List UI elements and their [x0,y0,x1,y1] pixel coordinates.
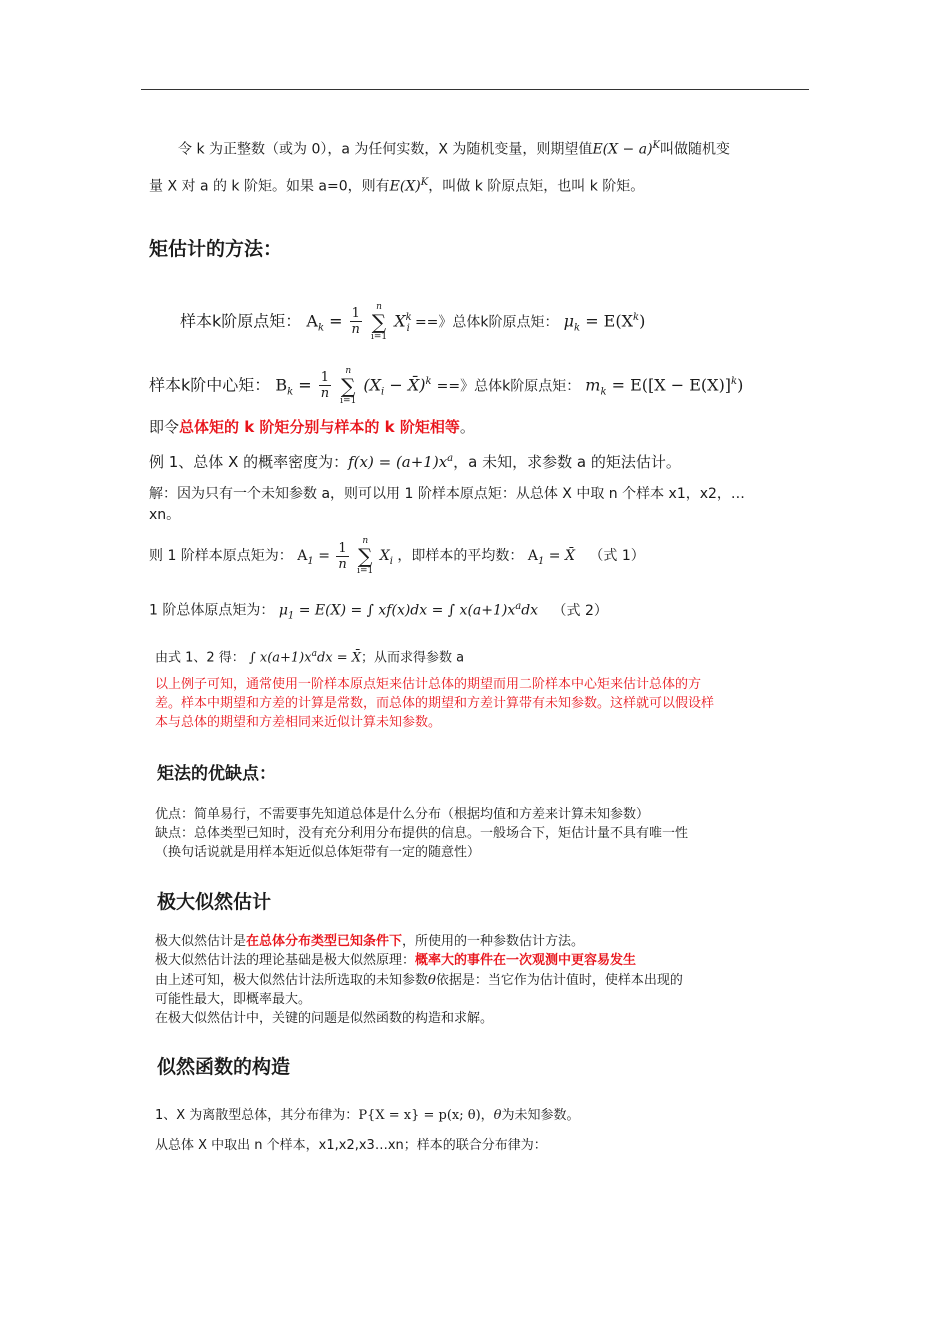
eq-superscript: a [515,601,522,612]
eq-subscript: k [600,386,607,398]
note-text: 即令 [149,418,180,436]
intro-line-1 [178,136,730,160]
pros-line: 优点：简单易行，不需要事先知道总体是什么分布（根据均值和方差来计算未知参数） [155,807,650,822]
eq-symbol: A [297,548,308,564]
eq-expression: = E(X) = ∫ xf(x)dx = ∫ x(a+1)x [294,602,516,619]
equation-number: （式 2） [552,602,608,619]
eq-subscript: 1 [307,555,314,567]
likelihood-text: 为未知参数。 [501,1108,580,1123]
eq-term: − X̄) [384,375,426,395]
eq-symbol: A [306,311,318,331]
intro-line-2 [149,173,644,197]
origin-moment-expression: E(X) [389,178,421,195]
sum-lower: i=1 [357,566,374,576]
mle-text: 依据是：当它作为估计值时，使样本出现的 [435,973,683,988]
origin-moment-exponent: K [420,177,429,188]
eq-term: X [379,548,390,564]
eq-term: = X̄ [544,548,575,564]
cons-line-2: （换句话说就是用样本矩近似总体矩带有一定的随意性） [155,845,481,860]
sum-upper: n [376,301,382,312]
eq-superscript: k [731,376,738,387]
fraction-denominator: n [351,322,360,338]
eq-term: X [394,311,406,331]
sum-lower: i=1 [340,395,357,406]
heading-mle: 极大似然估计 [157,891,272,913]
mle-text: ，所使用的一种参数估计方法。 [402,934,585,949]
heading-moment-method: 矩估计的方法： [149,238,283,260]
sum-upper: n [362,536,369,546]
likelihood-text: ， [480,1108,494,1123]
density-exponent: a [447,453,454,464]
theta-symbol: θ [428,973,436,988]
fraction-numerator: 1 [351,306,360,322]
mle-highlight: 概率大的事件在一次观测中更容易发生 [415,953,637,968]
sum-lower: i=1 [370,331,388,342]
fraction [336,541,348,572]
equation-label: 样本k阶原点矩： [180,311,302,331]
eq-expression: dx = X̄ [316,650,362,666]
heading-pros-cons: 矩法的优缺点： [157,764,276,784]
eq-subscript: i [389,555,393,567]
eq-expression: = E(X [585,311,633,331]
eq-term: (X [363,375,382,395]
eq-superscript: k [405,312,412,323]
distribution-law: P{X = x} = p(x; θ) [358,1108,481,1123]
summation: n ∑ i=1 [370,301,388,342]
moment-note [149,417,475,437]
moment-summary-paragraph: 以上例子可知，通常使用一阶样本原点矩来估计总体的期望而用二阶样本中心矩来估计总体的方差。样本中期望和方差的计算是常数，而总体的期望和方差计算带有未知参数。这样就可以假设样本与总体的期望和方差相同来近似计算未知参数。 [155,677,715,730]
eq-superscript: k [633,312,640,323]
sample-moment-label: 则 1 阶样本原点矩为： [149,548,293,564]
equation-sample-central-moment: 样本k阶中心矩： $B_k$ = $\frac{1}{n}$ n ∑ i=1 ($X_i$ − X̄)$^k$ ==》总体k阶原点矩： $m_k = E([X - E(X)]^k)$ [149,365,744,406]
equation-arrow-text: ==》总体k阶原点矩： [414,314,559,331]
intro-text: 叫做随机变 [660,141,731,158]
eq-subscript: 1 [537,555,545,567]
fraction-numerator: 1 [320,370,330,386]
example-text: 例 1、总体 X 的概率密度为： [149,453,349,471]
mle-line-5: 在极大似然估计中，关键的问题是似然函数的构造和求解。 [155,1011,494,1026]
intro-text: ，叫做 k 阶原点矩，也叫 k 阶矩。 [428,178,645,195]
density-function: f(x) = (a+1)x [348,453,448,471]
eq-symbol: μ [278,602,288,619]
derivation-label: 由式 1、2 得： [155,650,245,666]
sample-mean-label: ，即样本的平均数： [397,548,524,564]
eq-symbol: m [585,375,601,395]
fraction [350,306,362,337]
intro-text: 量 X 对 a 的 k 阶矩。如果 a=0，则有 [149,178,390,195]
likelihood-line-2: 从总体 X 中取出 n 个样本，x1,x2,x3…xn；样本的联合分布律为： [155,1138,547,1153]
eq-symbol: A [527,548,538,564]
population-moment-label: 1 阶总体原点矩为： [149,602,275,619]
theta-symbol: θ [493,1108,502,1123]
equation-arrow-text: ==》总体k阶原点矩： [436,378,581,395]
eq-superscript: k [425,376,432,387]
eq-subscript: i [381,386,385,398]
derivation-line [155,645,464,667]
eq-term: dx [521,602,539,619]
mle-line-1 [155,932,584,951]
note-text: 。 [459,418,475,436]
mle-line-3 [155,971,683,990]
eq-subscript: i [406,322,410,334]
equation-sample-origin-moment: 样本k阶原点矩： $A_k$ = $\frac{1}{n}$ n ∑ i=1 $X^k_i$ ==》总体k阶原点矩： $\mu_k = E(X^k)$ [180,301,646,342]
eq-symbol: B [275,375,288,395]
eq-subscript: k [574,322,581,334]
eq-superscript: a [311,649,317,659]
moment-exponent: K [652,140,661,151]
fraction-numerator: 1 [338,540,347,556]
summation: n ∑ i=1 [340,365,357,406]
fraction-denominator: n [320,386,330,402]
eq-subscript: k [317,322,324,334]
mle-highlight: 在总体分布类型已知条件下 [246,934,403,949]
eq-subscript: k [287,386,294,398]
summation: n ∑ i=1 [357,536,374,576]
header-rule [141,89,809,90]
fraction-denominator: n [338,556,347,572]
mle-text: 由上述可知，极大似然估计法所选取的未知参数 [155,973,429,988]
moment-expression: E(X − a) [592,141,653,158]
likelihood-text: 1、X 为离散型总体，其分布律为： [155,1108,359,1123]
eq-subscript: 1 [287,610,295,622]
eq-paren: ) [737,375,744,395]
note-highlight: 总体矩的 k 阶矩分别与样本的 k 阶矩相等 [179,418,460,436]
heading-likelihood: 似然函数的构造 [157,1056,291,1078]
eq-symbol: μ [563,311,575,331]
cons-line: 缺点：总体类型已知时，没有充分利用分布提供的信息。一般场合下，矩估计量不具有唯一性 [155,826,689,841]
eq-expression: = E([X − E(X)] [611,375,732,395]
sum-upper: n [345,365,352,376]
intro-text: 令 k 为正整数（或为 0），a 为任何实数，X 为随机变量，则期望值 [178,141,593,158]
mle-text: 极大似然估计是 [155,934,247,949]
solution-line-1: 解：因为只有一个未知参数 a，则可以用 1 阶样本原点矩：从总体 X 中取 n 个样本 x1，x2，… [149,486,745,502]
population-first-moment [149,597,608,626]
example-text: ，a 未知，求参数 a 的矩法估计。 [453,453,681,471]
equation-number: （式 1） [589,548,645,564]
example-1 [149,449,681,472]
solution-line-2: xn。 [149,507,181,523]
mle-line-2 [155,951,636,970]
mle-line-4: 可能性最大，即概率最大。 [155,992,312,1007]
eq-expression: ∫ x(a+1)x [248,650,312,666]
equation-label: 样本k阶中心矩： [149,375,271,395]
derivation-label: ；从而求得参数 a [361,650,465,666]
fraction [319,370,331,401]
eq-paren: ) [639,311,646,331]
likelihood-line-1 [155,1106,580,1125]
sample-first-moment: 则 1 阶样本原点矩为： $A_1$ = $\frac{1}{n}$ n ∑ i=1 $X_i$ ，即样本的平均数： $A_1$ = X̄ （式 1） [149,536,645,576]
mle-text: 极大似然估计法的理论基础是极大似然原理： [155,953,416,968]
